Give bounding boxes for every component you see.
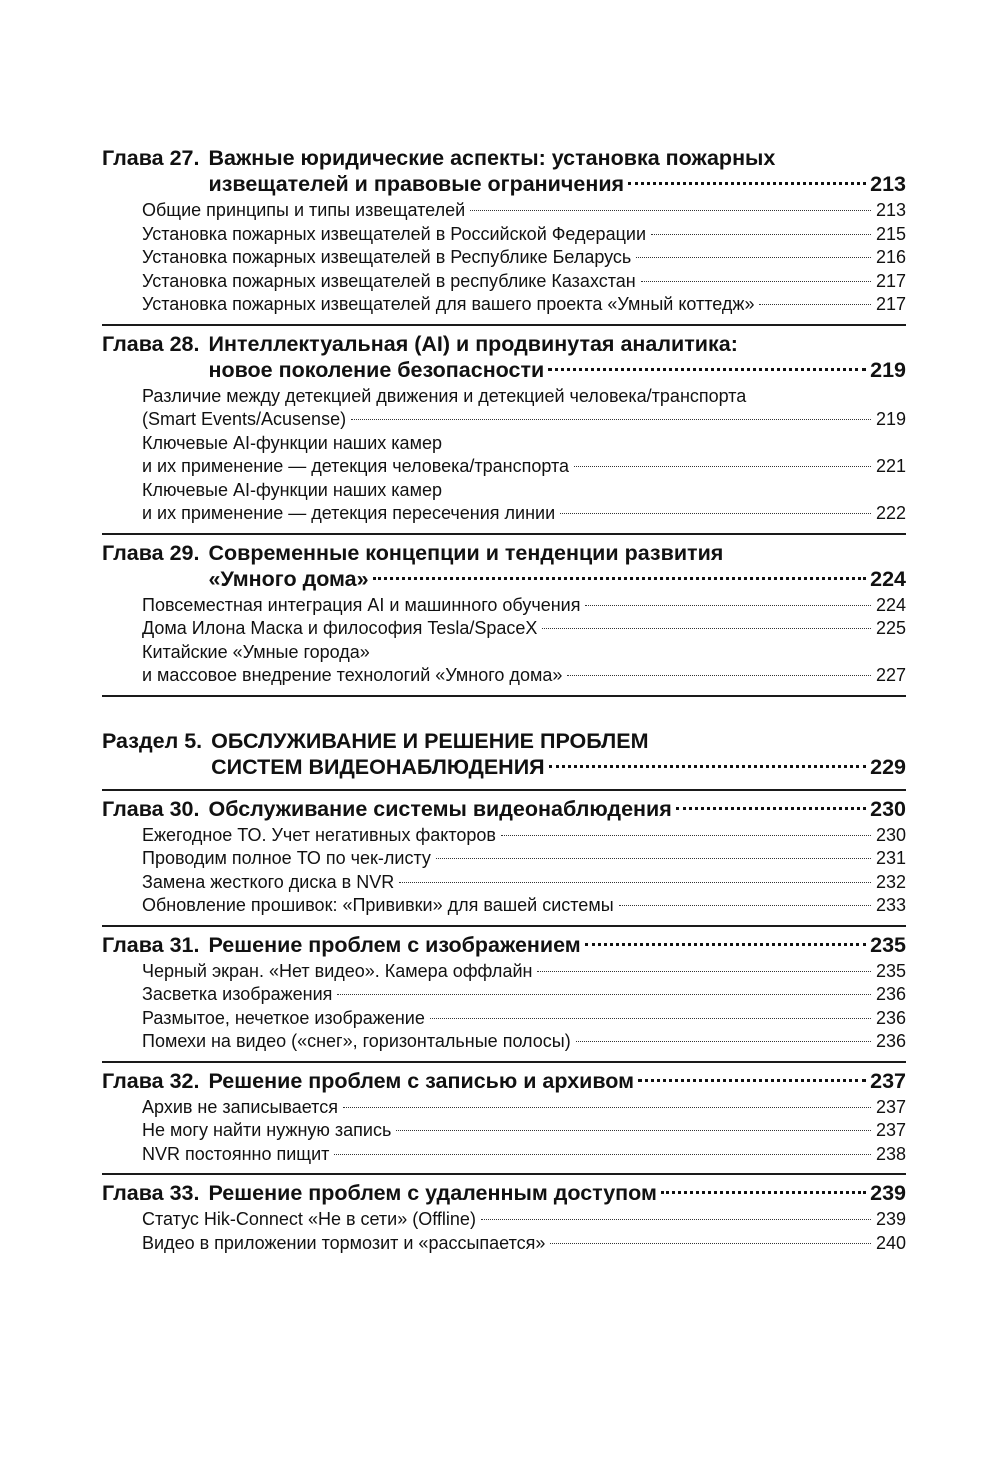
subsection-last-line [142,199,906,223]
subsection-title: Дома Илона Маска и философия Tesla/SpaceX [142,618,538,638]
entry-label: Глава 32. [102,1068,200,1093]
chapter [102,140,906,326]
page-number: 240 [875,1232,906,1253]
subsection-line: Ключевые AI-функции наших камер [142,432,442,453]
entry-title [211,728,906,780]
subsection-list [142,594,906,688]
chapter [102,927,906,1063]
subsection-title: Архив не записывается [142,1096,338,1117]
subsection [142,1030,906,1054]
dot-leader [470,210,871,211]
subsection-title: Видео в приложении тормозит и «рассыпается» [142,1232,546,1253]
entry-label: Глава 30. [102,796,200,821]
page-number: 217 [875,270,906,291]
title-last-line [211,754,906,780]
subsection-title: Установка пожарных извещателей в республике Казахстан [142,270,636,291]
subsection-title: Замена жесткого диска в NVR [142,871,395,892]
subsection [142,199,906,223]
chapter [102,326,906,535]
subsection-title: и их применение — детекция человека/транспорта [142,456,570,476]
title-last-line [209,566,907,592]
entry-title [209,1068,907,1094]
page-number: 237 [870,1068,906,1093]
entry-title [209,1180,907,1206]
subsection-title: и их применение — детекция пересечения линии [142,503,556,523]
page-number: 216 [875,247,906,267]
subsection-last-line [142,824,906,848]
title-text: Решение проблем с удаленным доступом [208,1181,657,1205]
table-of-contents [102,140,906,1262]
dot-leader [548,368,866,371]
title-text: Обслуживание системы видеонаблюдения [208,796,672,821]
subsection [142,871,906,895]
title-line: Современные концепции и тенденции развития [208,540,724,565]
chapter-heading [102,540,906,592]
subsection-list [142,960,906,1054]
title-line: ОБСЛУЖИВАНИЕ И РЕШЕНИЕ ПРОБЛЕМ [211,728,649,753]
dot-leader [550,1243,871,1244]
subsection [142,479,906,526]
subsection [142,293,906,317]
page-number: 236 [875,1031,906,1051]
dot-leader [619,905,871,906]
dot-leader [501,835,871,836]
subsection-line: Ключевые AI-функции наших камер [142,479,442,500]
subsection-title: Установка пожарных извещателей для вашего проекта «Умный коттедж» [142,294,755,314]
subsection [142,847,906,871]
subsection [142,641,906,688]
subsection-title: (Smart Events/Acusense) [142,409,347,429]
section [102,723,906,791]
subsection [142,1143,906,1167]
dot-leader [396,1130,871,1131]
subsection-list [142,824,906,918]
subsection-title: Размытое, нечеткое изображение [142,1007,425,1028]
subsection-last-line [142,664,906,688]
title-text: извещателей и правовые ограничения [208,172,625,196]
title-last-line [209,1180,907,1206]
dot-leader [560,513,871,514]
dot-leader [651,234,871,235]
subsection-last-line [142,847,906,871]
chapter-heading [102,1180,906,1206]
title-text: Решение проблем с записью и архивом [208,1068,635,1093]
page-number: 224 [870,566,906,591]
dot-leader [759,304,870,305]
subsection-last-line [142,223,906,247]
subsection-title: Статус Hik-Connect «Не в сети» (Offline) [142,1209,476,1229]
chapter-heading [102,796,906,822]
dot-leader [430,1018,871,1019]
subsection-last-line [142,1232,906,1256]
section-heading [102,728,906,780]
subsection [142,1096,906,1120]
subsection-title: Ежегодное ТО. Учет негативных факторов [142,824,496,845]
title-last-line [209,1068,907,1094]
dot-leader [537,971,871,972]
subsection [142,1208,906,1232]
page-number: 231 [875,848,906,868]
subsection [142,594,906,618]
entry-title [209,932,907,958]
page-number: 230 [870,796,906,821]
title-line: Важные юридические аспекты: установка пожарных [208,146,776,170]
subsection-last-line [142,1208,906,1232]
chapter [102,535,906,697]
chapter-heading [102,145,906,197]
subsection-title: Помехи на видео («снег», горизонтальные полосы) [142,1031,571,1051]
subsection [142,246,906,270]
page-number: 237 [875,1120,906,1140]
subsection-last-line [142,1143,906,1167]
dot-leader [576,1041,871,1042]
subsection-title: Черный экран. «Нет видео». Камера оффлайн [142,960,533,981]
subsection-line: Различие между детекцией движения и детекцией человека/транспорта [142,385,747,406]
subsection-title: и массовое внедрение технологий «Умного дома» [142,665,563,685]
dot-leader [373,577,867,580]
subsection [142,1119,906,1143]
subsection-last-line [142,1096,906,1120]
dot-leader [676,807,866,810]
subsection-last-line [142,894,906,918]
page-number: 217 [875,294,906,314]
subsection-last-line [142,871,906,895]
page-number: 232 [875,871,906,892]
chapter [102,791,906,927]
entry-title [209,331,907,383]
entry-label: Раздел 5. [102,728,203,753]
subsection-last-line [142,502,906,526]
title-last-line [209,171,907,197]
dot-leader [567,675,871,676]
dot-leader [585,605,870,606]
subsection [142,385,906,432]
title-last-line [209,357,907,383]
chapter-heading [102,1068,906,1094]
page-number: 225 [875,618,906,638]
title-text: «Умного дома» [208,566,369,591]
subsection-list [142,385,906,526]
dot-leader [351,419,871,420]
subsection-last-line [142,246,906,270]
dot-leader [574,466,871,467]
dot-leader [542,628,871,629]
entry-label: Глава 28. [102,331,200,356]
subsection-title: Не могу найти нужную запись [142,1120,392,1140]
subsection-last-line [142,1030,906,1054]
page-number: 236 [875,984,906,1004]
page-number: 238 [875,1143,906,1164]
subsection-list [142,1208,906,1255]
entry-label: Глава 31. [102,932,200,957]
page-number: 239 [875,1209,906,1229]
page-number: 221 [875,456,906,476]
page-number: 239 [870,1181,906,1205]
subsection-title: Проводим полное ТО по чек-листу [142,848,431,868]
page-number: 236 [875,1007,906,1028]
subsection-last-line [142,408,906,432]
subsection-title: Установка пожарных извещателей в Республике Беларусь [142,247,632,267]
page-number: 219 [870,357,906,382]
page-number: 237 [875,1096,906,1117]
subsection-last-line [142,270,906,294]
subsection [142,432,906,479]
dot-leader [481,1219,871,1220]
subsection [142,894,906,918]
dot-leader [641,281,871,282]
subsection-list [142,1096,906,1167]
entry-title [209,145,907,197]
dot-leader [343,1107,871,1108]
entry-title [209,540,907,592]
subsection-last-line [142,455,906,479]
subsection [142,960,906,984]
page-number: 222 [875,503,906,523]
dot-leader [628,182,866,185]
title-line: Интеллектуальная (AI) и продвинутая аналитика: [208,331,738,356]
subsection [142,824,906,848]
page-number: 230 [875,824,906,845]
entry-label: Глава 33. [102,1181,200,1205]
page-number: 229 [870,754,906,779]
subsection-last-line [142,617,906,641]
chapter [102,1175,906,1262]
subsection-last-line [142,960,906,984]
dot-leader [585,943,866,946]
dot-leader [636,257,871,258]
dot-leader [549,765,867,768]
entry-label: Глава 29. [102,540,200,565]
dot-leader [337,994,871,995]
subsection-title: Общие принципы и типы извещателей [142,200,466,220]
subsection-title: Обновление прошивок: «Прививки» для вашей системы [142,895,614,915]
subsection [142,983,906,1007]
subsection [142,1007,906,1031]
subsection-title: Повсеместная интеграция AI и машинного обучения [142,594,581,615]
chapter [102,1063,906,1176]
subsection-line: Китайские «Умные города» [142,641,370,662]
page-number: 227 [875,665,906,685]
page-number: 213 [875,200,906,220]
dot-leader [661,1191,866,1194]
subsection-last-line [142,983,906,1007]
subsection [142,1232,906,1256]
subsection-last-line [142,293,906,317]
page-number: 235 [875,960,906,981]
page-number: 235 [870,932,906,957]
chapter-heading [102,932,906,958]
page-number: 215 [875,223,906,244]
title-text: Решение проблем с изображением [208,932,581,957]
dot-leader [436,858,871,859]
subsection-title: Засветка изображения [142,984,333,1004]
page-number: 224 [875,594,906,615]
page-number: 213 [870,172,906,196]
subsection-last-line [142,1119,906,1143]
dot-leader [399,882,871,883]
entry-label: Глава 27. [102,146,200,170]
subsection [142,617,906,641]
subsection-last-line [142,594,906,618]
title-last-line [209,932,907,958]
page-number: 219 [875,409,906,429]
dot-leader [334,1154,871,1155]
page-number: 233 [875,895,906,915]
subsection-title: Установка пожарных извещателей в Российской Федерации [142,223,646,244]
subsection [142,223,906,247]
chapter-heading [102,331,906,383]
entry-title [209,796,907,822]
subsection [142,270,906,294]
subsection-last-line [142,1007,906,1031]
subsection-list [142,199,906,317]
dot-leader [638,1079,866,1082]
title-last-line [209,796,907,822]
title-text: СИСТЕМ ВИДЕОНАБЛЮДЕНИЯ [211,754,545,779]
title-text: новое поколение безопасности [208,357,545,382]
subsection-title: NVR постоянно пищит [142,1143,330,1164]
